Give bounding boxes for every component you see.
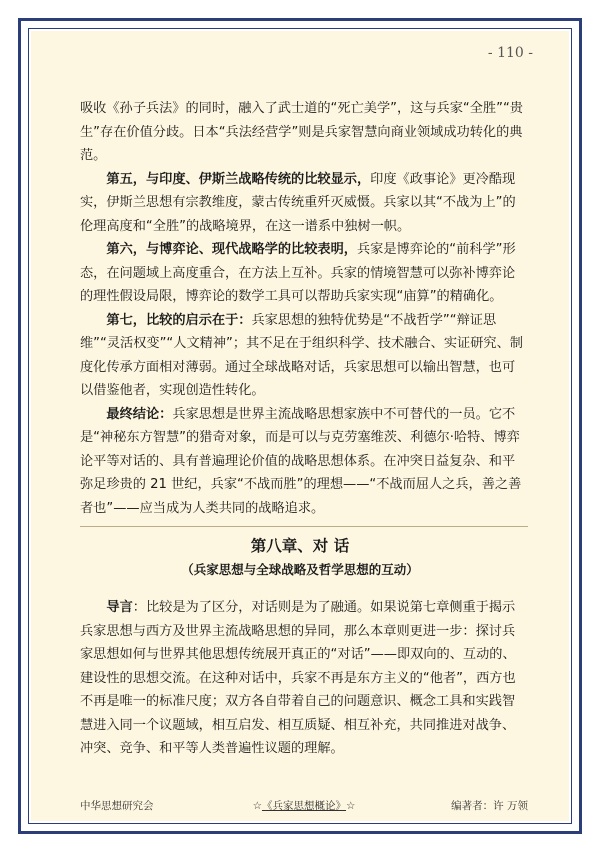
body-text bbox=[80, 97, 528, 520]
star-icon: ☆ bbox=[252, 800, 262, 812]
footer-title-link[interactable]: 《兵家思想概论》 bbox=[262, 800, 346, 812]
paragraph-body: 兵家思想的独特优势是“不战哲学”“辩证思维”“灵活权变”“人文精神”；其不足在于组织科学、技术融合、实证研究、制度化传承方面相对薄弱。通过全球战略对话，兵家思想可以输出智慧，也可以借鉴他者，实现创造性转化。 bbox=[80, 312, 523, 398]
star-icon: ☆ bbox=[346, 800, 356, 812]
footer-author: 编著者：许 万领 bbox=[451, 800, 528, 812]
chapter-intro bbox=[80, 596, 528, 761]
document-page bbox=[31, 31, 569, 821]
section-divider bbox=[80, 526, 528, 527]
paragraph-lead: 第七，比较的启示在于： bbox=[106, 312, 252, 328]
paragraph-continuation: 吸收《孙子兵法》的同时，融入了武士道的“死亡美学”，这与兵家“全胜”“贵生”存在价值分歧。日本“兵法经营学”则是兵家智慧向商业领域成功转化的典范。 bbox=[80, 101, 523, 163]
paragraph-lead: 第六，与博弈论、现代战略学的比较表明， bbox=[106, 242, 357, 257]
paragraph-lead: 第五，与印度、伊斯兰战略传统的比较显示， bbox=[106, 171, 371, 187]
paragraph-conclusion bbox=[80, 403, 528, 521]
footer-organization: 中华思想研究会 bbox=[80, 800, 154, 812]
paragraph-seventh bbox=[80, 309, 528, 403]
paragraph-body: 兵家思想是世界主流战略思想家族中不可替代的一员。它不是“神秘东方智慧”的猎奇对象，而是可以与克劳塞维茨、利德尔·哈特、博弈论平等对话的、具有普遍理论价值的战略思想体系。在冲突日益复杂、和平弥足珍贵的 21 世纪，兵家“不战而胜”的理想——“不战而屈人之兵，善之善者也”——应当成为人类共同的战略追求。 bbox=[80, 406, 522, 516]
page-number: - 110 - bbox=[487, 45, 533, 61]
intro-lead: 导言 bbox=[106, 600, 133, 615]
intro-body: ：比较是为了区分，对话则是为了融通。如果说第七章侧重于揭示兵家思想与西方及世界主流战略思想的异同，那么本章则更进一步：探讨兵家思想如何与世界其他思想传统展开真正的“对话”——即双向的、互动的、建设性的思想交流。在这种对话中，兵家不再是东方主义的“他者”，西方也不再是唯一的标准尺度；双方各自带着自己的问题意识、概念工具和实践智慧进入同一个议题域，相互启发、相互质疑、相互补充，共同推进对战争、冲突、竞争、和平等人类普遍性议题的理解。 bbox=[80, 600, 516, 756]
paragraph-body: 印度《政事论》更冷酷现实，伊斯兰思想有宗教维度，蒙古传统重歼灭威慑。兵家以其“不战为上”的伦理高度和“全胜”的战略境界，在这一谱系中独树一帜。 bbox=[80, 171, 516, 234]
intro-paragraph bbox=[80, 596, 528, 761]
paragraph-lead: 最终结论： bbox=[106, 406, 173, 422]
page-footer bbox=[80, 798, 528, 812]
chapter-subtitle: （兵家思想与全球战略及哲学思想的互动） bbox=[181, 562, 419, 577]
paragraph-body: 兵家是博弈论的“前科学”形态，在问题域上高度重合，在方法上互补。兵家的情境智慧可以弥补博弈论的理性假设局限，博弈论的数学工具可以帮助兵家实现“庙算”的精确化。 bbox=[80, 242, 516, 304]
chapter-title: 第八章、对 话 bbox=[250, 537, 350, 555]
paragraph-fifth bbox=[80, 168, 528, 239]
paragraph-sixth bbox=[80, 238, 528, 309]
